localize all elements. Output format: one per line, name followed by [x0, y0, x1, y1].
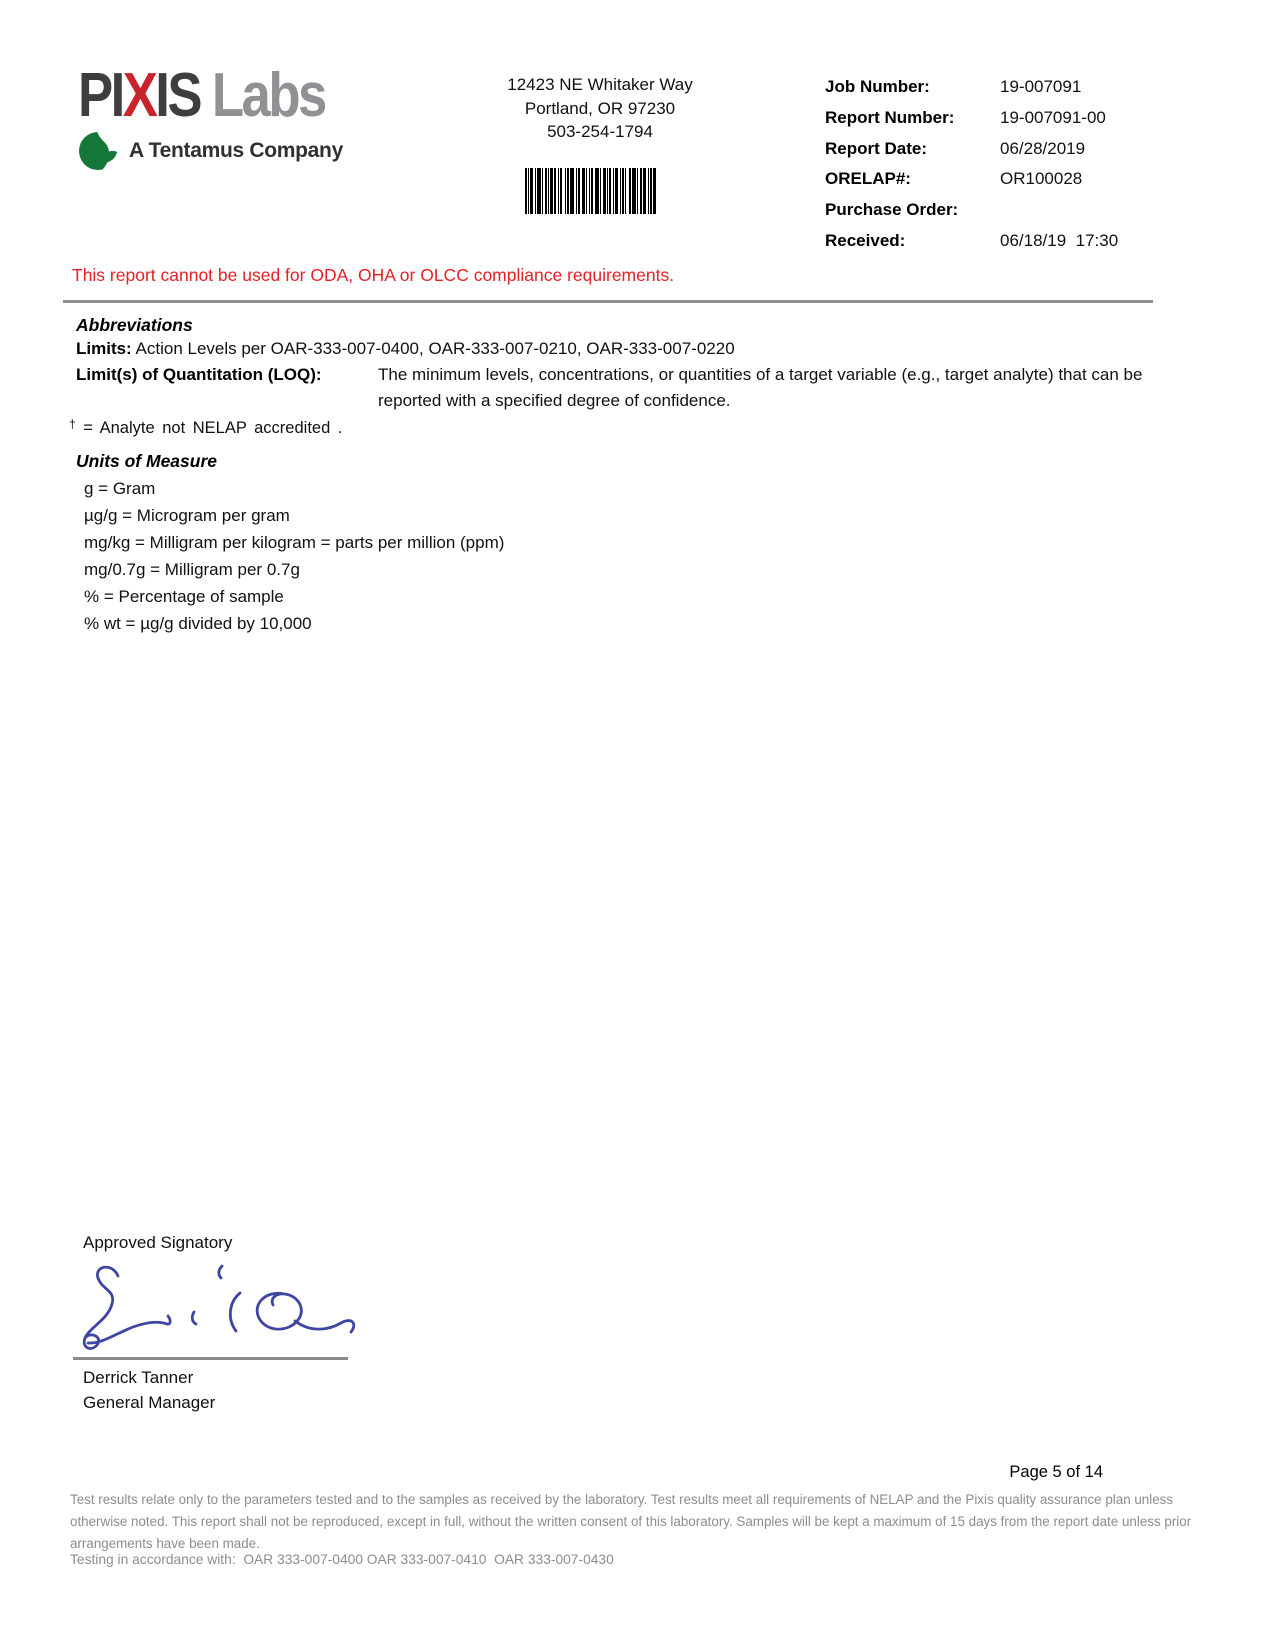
disclaimer-line-2: otherwise noted. This report shall not be reproduced, except in full, without the written consent of this laboratory. Samples will be kept a maximum of 15 days from the report date unless prior	[70, 1513, 1192, 1529]
logo-tagline: A Tentamus Company	[129, 139, 343, 162]
address-line-1: 12423 NE Whitaker Way	[507, 75, 693, 94]
purchase-order-label: Purchase Order:	[825, 200, 959, 220]
orelap-label: ORELAP#:	[825, 169, 911, 189]
received-value: 06/18/19 17:30	[1000, 230, 1119, 250]
disclaimer-line-3: arrangements have been made.	[70, 1535, 260, 1551]
signatory-name: Derrick Tanner	[83, 1368, 194, 1387]
limits-text: Action Levels per OAR-333-007-0400, OAR-333-007-0210, OAR-333-007-0220	[131, 339, 735, 358]
dagger-note	[69, 417, 342, 438]
signature-line	[73, 1357, 348, 1360]
logo-part-x: X	[122, 61, 156, 130]
signatory-title: General Manager	[83, 1393, 216, 1412]
disclaimer-line-1: Test results relate only to the parameters tested and to the samples as received by the laboratory. Test results meet all requirements of NELAP and the Pixis quality assurance plan unless	[70, 1492, 1174, 1507]
job-row-orelap	[825, 169, 1118, 200]
address-line-2: Portland, OR 97230	[524, 98, 676, 118]
abbreviations-heading: Abbreviations	[76, 315, 193, 335]
unit-item: µg/g = Microgram per gram	[84, 506, 290, 525]
loq-label: Limit(s) of Quantitation (LOQ):	[76, 365, 322, 384]
leaf-icon	[78, 131, 120, 171]
signature-image	[72, 1258, 362, 1358]
unit-item: % wt = µg/g divided by 10,000	[84, 614, 312, 633]
unit-item: mg/kg = Milligram per kilogram = parts per million (ppm)	[84, 533, 505, 552]
dagger-text: = Analyte not NELAP accredited .	[83, 419, 343, 437]
logo-part-labs: Labs	[211, 61, 325, 130]
job-row-number	[825, 77, 1118, 108]
page-number: Page 5 of 14	[1009, 1463, 1103, 1481]
unit-item: % = Percentage of sample	[84, 587, 284, 606]
loq-description-line2: reported with a specified degree of confidence.	[378, 391, 731, 410]
logo-wordmark	[78, 61, 325, 130]
job-number-label: Job Number:	[825, 77, 930, 96]
units-heading: Units of Measure	[76, 451, 217, 471]
report-number-label: Report Number:	[825, 107, 955, 127]
disclaimer	[70, 1489, 1191, 1554]
job-row-received	[825, 231, 1118, 262]
orelap-value: OR100028	[1000, 169, 1083, 189]
job-number-value: 19-007091	[1000, 77, 1082, 96]
compliance-notice: This report cannot be used for ODA, OHA or OLCC compliance requirements.	[72, 265, 675, 285]
report-number-value: 19-007091-00	[1000, 107, 1106, 127]
job-info	[825, 77, 1118, 262]
logo	[78, 61, 368, 171]
report-date-value: 06/28/2019	[1000, 138, 1086, 158]
approved-signatory-label: Approved Signatory	[83, 1233, 233, 1252]
unit-item: g = Gram	[84, 479, 156, 498]
received-label: Received:	[825, 230, 906, 250]
job-row-purchase-order	[825, 200, 1118, 231]
lab-address	[440, 73, 760, 144]
barcode-image	[525, 168, 668, 214]
logo-part-pi: PI	[78, 61, 123, 130]
address-line-3: 503-254-1794	[547, 122, 653, 141]
divider-rule	[63, 300, 1153, 303]
limits-line	[76, 339, 735, 359]
limits-label: Limits:	[76, 339, 132, 358]
job-row-report-date	[825, 139, 1118, 170]
unit-item: mg/0.7g = Milligram per 0.7g	[84, 560, 300, 579]
testing-accordance: Testing in accordance with: OAR 333-007-0400 OAR 333-007-0410 OAR 333-007-0430	[70, 1552, 614, 1567]
logo-part-is: IS	[155, 61, 201, 130]
job-row-report-number	[825, 108, 1118, 139]
dagger-symbol: †	[69, 417, 76, 431]
loq-description-line1: The minimum levels, concentrations, or quantities of a target variable (e.g., target analyte) that can be	[378, 365, 1143, 384]
report-date-label: Report Date:	[825, 138, 928, 158]
